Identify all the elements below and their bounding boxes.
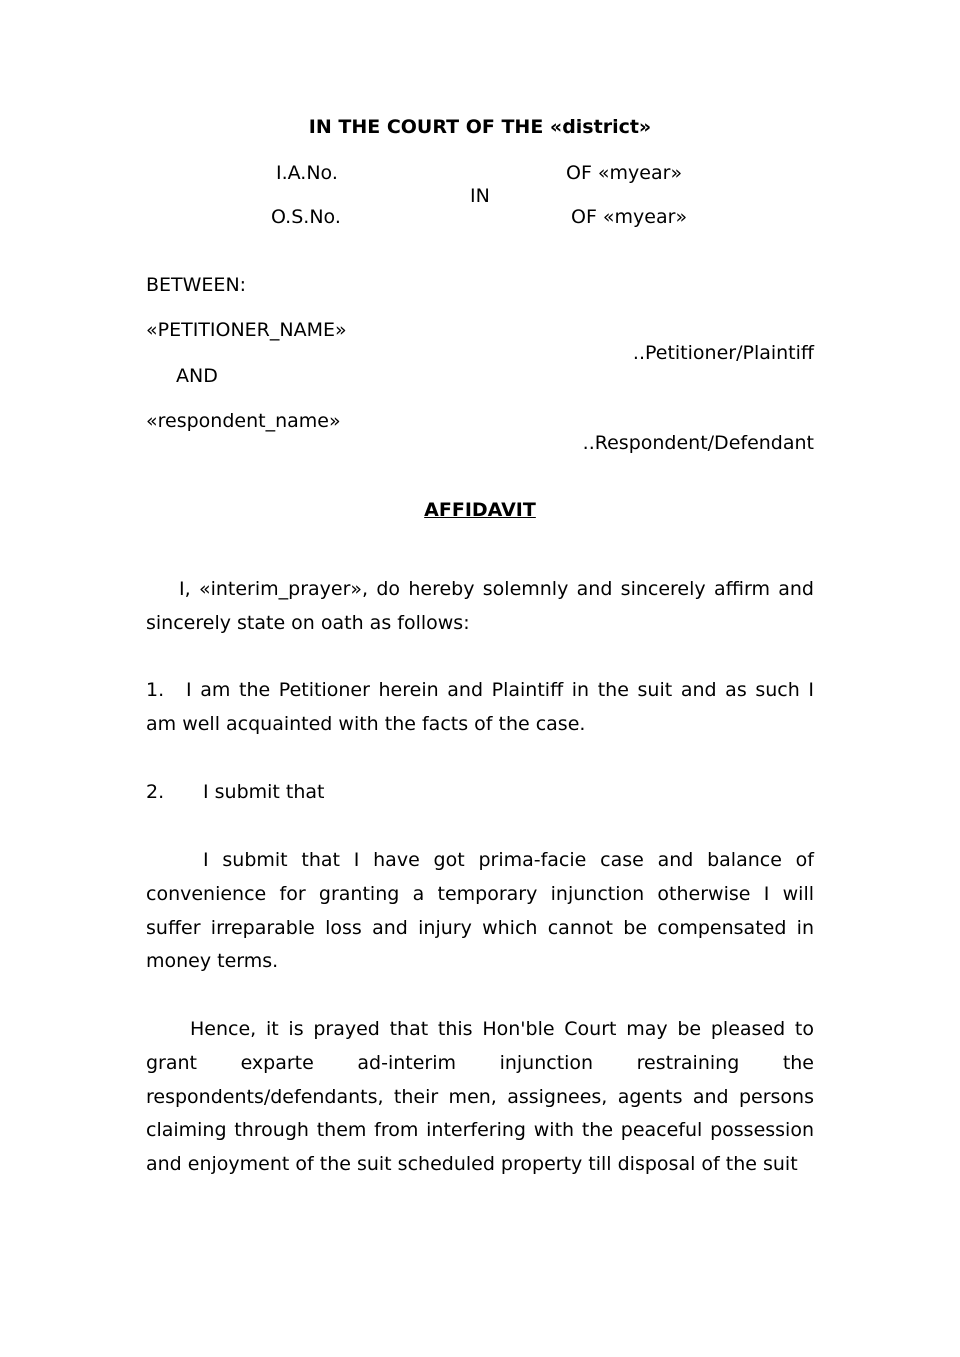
paragraph-1-number: 1. bbox=[146, 679, 165, 701]
respondent-name: «respondent_name» bbox=[146, 410, 341, 432]
and-connector: AND bbox=[176, 365, 218, 387]
ia-year-label: OF «myear» bbox=[566, 162, 683, 184]
respondent-role: ..Respondent/Defendant bbox=[582, 432, 814, 454]
petitioner-name: «PETITIONER_NAME» bbox=[146, 319, 347, 341]
ia-number-label: I.A.No. bbox=[276, 162, 338, 184]
between-heading: BETWEEN: bbox=[146, 274, 247, 296]
in-connector: IN bbox=[470, 185, 490, 207]
affidavit-intro: I, «interim_prayer», do hereby solemnly and sincerely affirm and sincerely state on oath as follows: bbox=[146, 578, 814, 634]
court-title: IN THE COURT OF THE «district» bbox=[308, 116, 652, 138]
os-year-label: OF «myear» bbox=[571, 206, 688, 228]
paragraph-2-text: I submit that bbox=[203, 781, 325, 803]
paragraph-1 bbox=[146, 674, 814, 742]
affidavit-title: AFFIDAVIT bbox=[424, 499, 536, 521]
paragraph-2-number: 2. bbox=[146, 781, 165, 803]
paragraph-2 bbox=[146, 776, 814, 810]
submission-paragraph: I submit that I have got prima-facie case and balance of convenience for granting a temporary injunction otherwise I will suffer irreparable loss and injury which cannot be compensated in money terms. bbox=[146, 849, 814, 973]
prayer-paragraph: Hence, it is prayed that this Hon'ble Court may be pleased to grant exparte ad-interim injunction restraining the respondents/defendants, their men, assignees, agents and persons claiming through them from interfering with the peaceful possession and enjoyment of the suit scheduled property till disposal of the suit bbox=[146, 1018, 814, 1176]
petitioner-role: ..Petitioner/Plaintiff bbox=[632, 342, 814, 364]
os-number-label: O.S.No. bbox=[271, 206, 341, 228]
paragraph-1-text: I am the Petitioner herein and Plaintiff in the suit and as such I am well acquainted with the facts of the case. bbox=[146, 679, 814, 735]
